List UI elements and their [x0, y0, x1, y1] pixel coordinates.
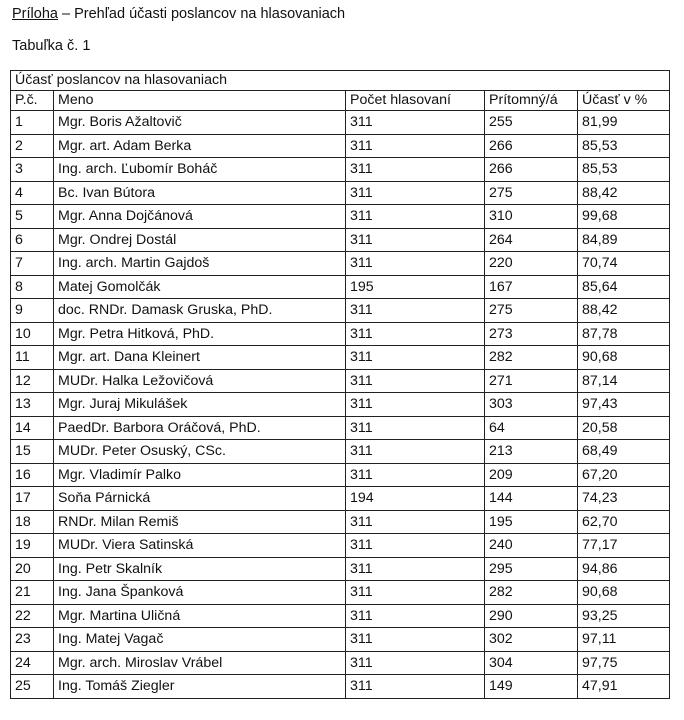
- cell-votes-count: 311: [346, 346, 485, 370]
- cell-name: Ing. Petr Skalník: [54, 557, 346, 581]
- cell-number: 20: [11, 557, 54, 581]
- cell-votes-count: 311: [346, 581, 485, 605]
- cell-attendance-percent: 93,25: [578, 604, 670, 628]
- cell-present: 144: [485, 487, 578, 511]
- cell-name: Mgr. Martina Uličná: [54, 604, 346, 628]
- cell-votes-count: 311: [346, 557, 485, 581]
- cell-number: 3: [11, 158, 54, 182]
- cell-number: 12: [11, 369, 54, 393]
- table-row: [11, 604, 670, 628]
- cell-number: 1: [11, 111, 54, 135]
- cell-number: 4: [11, 181, 54, 205]
- cell-attendance-percent: 87,14: [578, 369, 670, 393]
- column-header-present: Prítomný/á: [485, 91, 578, 111]
- cell-name: MUDr. Peter Osuský, CSc.: [54, 440, 346, 464]
- cell-name: doc. RNDr. Damask Gruska, PhD.: [54, 299, 346, 323]
- table-row: [11, 675, 670, 699]
- cell-name: Matej Gomolčák: [54, 275, 346, 299]
- cell-attendance-percent: 94,86: [578, 557, 670, 581]
- cell-attendance-percent: 67,20: [578, 463, 670, 487]
- cell-name: Soňa Párnická: [54, 487, 346, 511]
- cell-present: 273: [485, 322, 578, 346]
- cell-present: 302: [485, 628, 578, 652]
- cell-present: 295: [485, 557, 578, 581]
- cell-votes-count: 311: [346, 416, 485, 440]
- table-row: [11, 534, 670, 558]
- cell-name: Mgr. Juraj Mikulášek: [54, 393, 346, 417]
- cell-name: Mgr. Vladimír Palko: [54, 463, 346, 487]
- cell-votes-count: 311: [346, 111, 485, 135]
- cell-attendance-percent: 88,42: [578, 181, 670, 205]
- table-title: Účasť poslancov na hlasovaniach: [11, 71, 670, 91]
- cell-votes-count: 311: [346, 158, 485, 182]
- cell-number: 10: [11, 322, 54, 346]
- cell-present: 220: [485, 252, 578, 276]
- cell-present: 282: [485, 346, 578, 370]
- table-header-row: [11, 91, 670, 111]
- annex-link[interactable]: Príloha: [12, 6, 58, 22]
- cell-votes-count: 311: [346, 299, 485, 323]
- cell-votes-count: 311: [346, 228, 485, 252]
- cell-number: 25: [11, 675, 54, 699]
- cell-attendance-percent: 99,68: [578, 205, 670, 229]
- cell-attendance-percent: 81,99: [578, 111, 670, 135]
- cell-number: 18: [11, 510, 54, 534]
- cell-votes-count: 311: [346, 252, 485, 276]
- table-row: [11, 111, 670, 135]
- cell-present: 304: [485, 651, 578, 675]
- cell-number: 13: [11, 393, 54, 417]
- cell-number: 14: [11, 416, 54, 440]
- table-caption: Tabuľka č. 1: [12, 38, 91, 54]
- cell-votes-count: 311: [346, 134, 485, 158]
- cell-attendance-percent: 68,49: [578, 440, 670, 464]
- cell-number: 17: [11, 487, 54, 511]
- cell-present: 255: [485, 111, 578, 135]
- cell-attendance-percent: 77,17: [578, 534, 670, 558]
- cell-attendance-percent: 47,91: [578, 675, 670, 699]
- cell-attendance-percent: 20,58: [578, 416, 670, 440]
- cell-number: 7: [11, 252, 54, 276]
- cell-number: 16: [11, 463, 54, 487]
- cell-number: 23: [11, 628, 54, 652]
- cell-present: 275: [485, 181, 578, 205]
- table-row: [11, 181, 670, 205]
- cell-votes-count: 311: [346, 510, 485, 534]
- cell-number: 21: [11, 581, 54, 605]
- cell-number: 8: [11, 275, 54, 299]
- cell-name: RNDr. Milan Remiš: [54, 510, 346, 534]
- cell-name: Ing. Matej Vagač: [54, 628, 346, 652]
- cell-votes-count: 311: [346, 393, 485, 417]
- cell-number: 15: [11, 440, 54, 464]
- cell-attendance-percent: 62,70: [578, 510, 670, 534]
- cell-name: Mgr. Anna Dojčánová: [54, 205, 346, 229]
- cell-name: Ing. arch. Ľubomír Boháč: [54, 158, 346, 182]
- cell-attendance-percent: 97,75: [578, 651, 670, 675]
- cell-name: PaedDr. Barbora Oráčová, PhD.: [54, 416, 346, 440]
- cell-number: 11: [11, 346, 54, 370]
- cell-votes-count: 311: [346, 205, 485, 229]
- table-row: [11, 346, 670, 370]
- cell-attendance-percent: 74,23: [578, 487, 670, 511]
- cell-present: 271: [485, 369, 578, 393]
- cell-attendance-percent: 87,78: [578, 322, 670, 346]
- heading-text: – Prehľad účasti poslancov na hlasovaniach: [57, 6, 346, 22]
- cell-attendance-percent: 90,68: [578, 581, 670, 605]
- attendance-table: [10, 70, 670, 699]
- table-row: [11, 205, 670, 229]
- cell-present: 275: [485, 299, 578, 323]
- cell-present: 213: [485, 440, 578, 464]
- cell-attendance-percent: 70,74: [578, 252, 670, 276]
- cell-votes-count: 311: [346, 675, 485, 699]
- cell-votes-count: 311: [346, 604, 485, 628]
- table-row: [11, 299, 670, 323]
- cell-votes-count: 195: [346, 275, 485, 299]
- cell-present: 64: [485, 416, 578, 440]
- table-row: [11, 651, 670, 675]
- table-row: [11, 228, 670, 252]
- table-row: [11, 158, 670, 182]
- cell-name: Ing. Tomáš Ziegler: [54, 675, 346, 699]
- cell-attendance-percent: 97,11: [578, 628, 670, 652]
- cell-attendance-percent: 97,43: [578, 393, 670, 417]
- column-header-name: Meno: [54, 91, 346, 111]
- cell-votes-count: 311: [346, 369, 485, 393]
- table-row: [11, 393, 670, 417]
- cell-votes-count: 311: [346, 534, 485, 558]
- cell-present: 149: [485, 675, 578, 699]
- table-row: [11, 252, 670, 276]
- table-row: [11, 440, 670, 464]
- cell-votes-count: 311: [346, 463, 485, 487]
- cell-name: Bc. Ivan Bútora: [54, 181, 346, 205]
- cell-number: 6: [11, 228, 54, 252]
- cell-name: MUDr. Viera Satinská: [54, 534, 346, 558]
- cell-name: Ing. Jana Španková: [54, 581, 346, 605]
- cell-votes-count: 311: [346, 651, 485, 675]
- cell-present: 290: [485, 604, 578, 628]
- cell-attendance-percent: 90,68: [578, 346, 670, 370]
- cell-number: 19: [11, 534, 54, 558]
- cell-number: 2: [11, 134, 54, 158]
- column-header-number: P.č.: [11, 91, 54, 111]
- cell-name: Mgr. art. Adam Berka: [54, 134, 346, 158]
- cell-number: 5: [11, 205, 54, 229]
- column-header-votes-count: Počet hlasovaní: [346, 91, 485, 111]
- cell-name: Mgr. art. Dana Kleinert: [54, 346, 346, 370]
- table-row: [11, 463, 670, 487]
- cell-votes-count: 311: [346, 440, 485, 464]
- cell-present: 282: [485, 581, 578, 605]
- cell-number: 9: [11, 299, 54, 323]
- document-heading: [12, 6, 345, 22]
- table-row: [11, 487, 670, 511]
- cell-name: Mgr. Petra Hitková, PhD.: [54, 322, 346, 346]
- table-row: [11, 416, 670, 440]
- cell-attendance-percent: 88,42: [578, 299, 670, 323]
- cell-attendance-percent: 85,64: [578, 275, 670, 299]
- cell-number: 24: [11, 651, 54, 675]
- table-row: [11, 557, 670, 581]
- table-row: [11, 134, 670, 158]
- cell-attendance-percent: 85,53: [578, 134, 670, 158]
- table-row: [11, 581, 670, 605]
- cell-name: MUDr. Halka Ležovičová: [54, 369, 346, 393]
- cell-present: 264: [485, 228, 578, 252]
- table-body: [11, 111, 670, 699]
- cell-present: 240: [485, 534, 578, 558]
- table-row: [11, 510, 670, 534]
- cell-present: 303: [485, 393, 578, 417]
- table-row: [11, 322, 670, 346]
- cell-votes-count: 311: [346, 322, 485, 346]
- cell-attendance-percent: 85,53: [578, 158, 670, 182]
- cell-number: 22: [11, 604, 54, 628]
- cell-votes-count: 311: [346, 181, 485, 205]
- cell-votes-count: 194: [346, 487, 485, 511]
- cell-present: 167: [485, 275, 578, 299]
- table-row: [11, 275, 670, 299]
- cell-name: Mgr. Ondrej Dostál: [54, 228, 346, 252]
- cell-name: Mgr. Boris Ažaltovič: [54, 111, 346, 135]
- cell-present: 195: [485, 510, 578, 534]
- cell-name: Mgr. arch. Miroslav Vrábel: [54, 651, 346, 675]
- cell-present: 209: [485, 463, 578, 487]
- cell-present: 266: [485, 134, 578, 158]
- cell-attendance-percent: 84,89: [578, 228, 670, 252]
- table-row: [11, 628, 670, 652]
- cell-name: Ing. arch. Martin Gajdoš: [54, 252, 346, 276]
- cell-votes-count: 311: [346, 628, 485, 652]
- cell-present: 266: [485, 158, 578, 182]
- cell-present: 310: [485, 205, 578, 229]
- table-row: [11, 369, 670, 393]
- column-header-attendance-percent: Účasť v %: [578, 91, 670, 111]
